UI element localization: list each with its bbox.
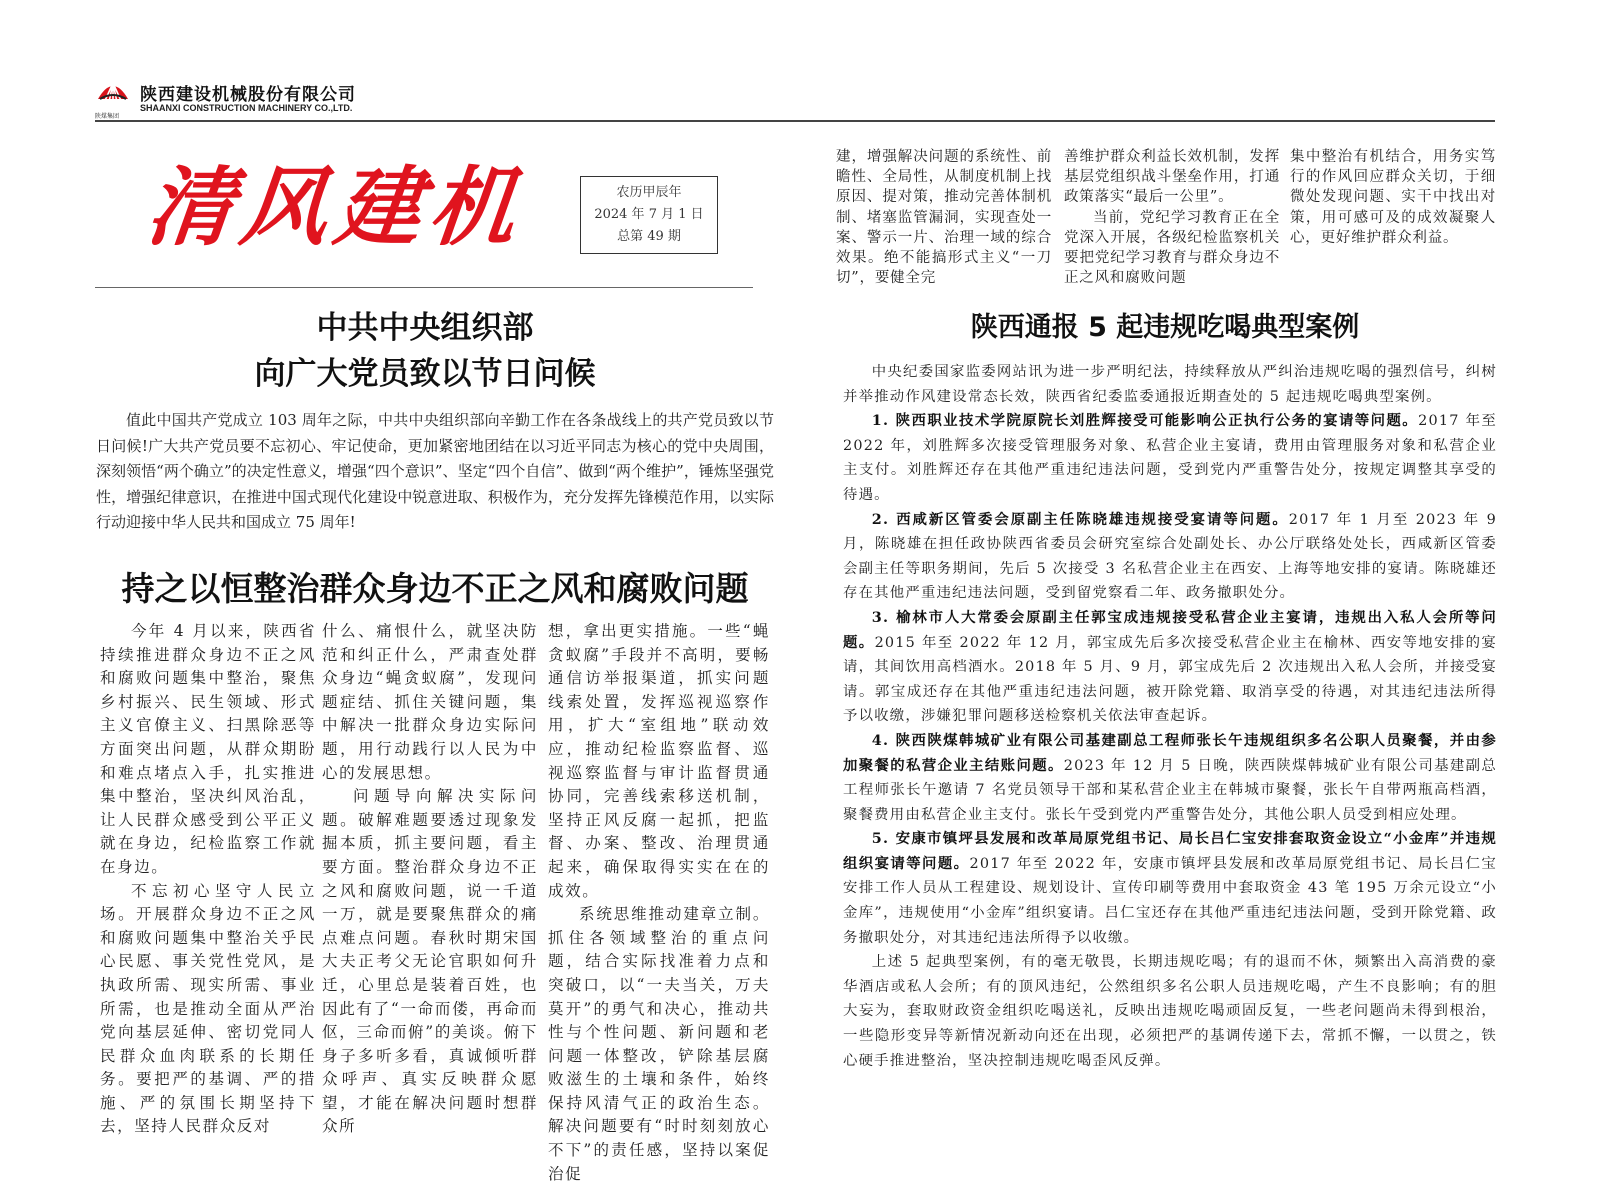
paragraph: 善维护群众利益长效机制，发挥基层党组织战斗堡垒作用，打通政策落实“最后一公里”。 [1064, 149, 1280, 206]
company-logo-icon [96, 77, 130, 111]
case-item [843, 827, 1497, 950]
article3-title: 陕西通报 5 起违规吃喝典型案例 [970, 312, 1360, 343]
article1-paragraph: 值此中国共产党成立 103 周年之际，中共中央组织部向辛勤工作在各条战线上的共产党员致以节日问候!广大共产党员要不忘初心、牢记使命，更加紧密地团结在以习近平同志为核心的党中央周围，深刻领悟“两个确立”的决定性意义，增强“四个意识”、坚定“四个自信”、做到“两个维护”，锤炼坚强党性，增强纪律意识，在推进中国式现代化建设中锐意进取、积极作为，充分发挥先锋模范作用，以实际行动迎接中华人民共和国成立 75 周年! [96, 411, 774, 531]
article3-intro: 中央纪委国家监委网站讯为进一步严明纪法，持续释放从严纠治违规吃喝的强烈信号，纠树并举推动作风建设常态长效，陕西省纪委监委通报近期查处的 5 起违规吃喝典型案例。 [843, 364, 1497, 405]
article1-body [96, 408, 774, 536]
case-lead: 1. 陕西职业技术学院原院长刘胜辉接受可能影响公正执行公务的宴请等问题。 [871, 412, 1419, 430]
article2-column-1 [100, 620, 316, 1139]
issue-info-box [580, 176, 718, 254]
issue-lunar: 农历甲辰年 [616, 185, 682, 200]
article2-column-5 [1064, 147, 1280, 288]
paragraph: 问题导向解决实际问题。破解难题要透过现象发掘本质，抓主要问题，看主要方面。整治群众身边不正之风和腐败问题，说一千道一万，就是要聚焦群众的痛点难点问题。春秋时期宋国大夫正考父无论官职如何升迁，心里总是装着百姓，也因此有了“一命而偻，再命而伛，三命而俯”的美谈。俯下身子多听多看，真诚倾听群众呼声、真实反映群众愿望，才能在解决问题时想群众所 [322, 787, 538, 1136]
company-name-en: SHAANXI CONSTRUCTION MACHINERY CO.,LTD. [140, 103, 353, 113]
case-text: 2015 年至 2022 年 12 月，郭宝成先后多次接受私营企业主在榆林、西安等地安排的宴请，其间饮用高档酒水。2018 年 5 月、9 月，郭宝成先后 2 次违规出入私人会所，并接受宴请。郭宝成还存在其他严重违纪违法问题，被开除党籍、取消享受的待遇，对其违纪违法所得予以收缴，涉嫌犯罪问题移送检察机关依法审查起诉。 [843, 634, 1497, 725]
case-text: 2017 年 1 月至 2023 年 9 月，陈晓雄在担任政协陕西省委员会研究室综合处副处长、办公厅联络处处长，西咸新区管委会副主任等职务期间，先后 5 次接受 3 名私营企业主在西安、上海等地安排的宴请。陈晓雄还存在其他严重违纪违法问题，受到留党察看二年、政务撤职处分。 [843, 511, 1497, 602]
paragraph: 不忘初心坚守人民立场。开展群众身边不正之风和腐败问题集中整治关乎民心民愿、事关党性党风，是执政所需、现实所需、事业所需，也是推动全面从严治党向基层延伸、密切党同人民群众血肉联系的长期任务。要把严的基调、严的措施、严的氛围长期坚持下去，坚持人民群众反对 [100, 881, 316, 1136]
paragraph: 想，拿出更实措施。一些“蝇贪蚁腐”手段并不高明，要畅通信访举报渠道，抓实问题线索处置，发挥巡视巡察作用，扩大“室组地”联动效应，推动纪检监察监督、巡视巡察监督与审计监督贯通协同，完善线索移送机制，坚持正风反腐一起抓，把监督、办案、整改、治理贯通起来，确保取得实实在在的成效。 [548, 622, 770, 900]
company-name-cn: 陕西建设机械股份有限公司 [140, 85, 356, 105]
paragraph: 建，增强解决问题的系统性、前瞻性、全局性，从制度机制上找原因、提对策，推动完善体制机制、堵塞监管漏洞，实现查处一案、警示一片、治理一域的综合效果。绝不能搞形式主义“一刀切”，要健全完 [836, 149, 1052, 287]
paragraph: 今年 4 月以来，陕西省持续推进群众身边不正之风和腐败问题集中整治，聚焦乡村振兴、民生领域、形式主义官僚主义、扫黑除恶等方面突出问题，从群众期盼和难点堵点入手，扎实推进集中整治，坚决纠风治乱，让人民群众感受到公平正义就在身边，纪检监察工作就在身边。 [100, 622, 316, 876]
case-lead: 3. 榆林市人大常委会原副主任郭宝成违规接受私营企业主宴请，违规出入私人会所等问题。 [843, 608, 1497, 651]
case-item [843, 606, 1497, 729]
case-lead: 4. 陕西陕煤韩城矿业有限公司基建副总工程师张长午违规组织多名公职人员聚餐，并由参加聚餐的私营企业主结账问题。 [843, 731, 1497, 774]
issue-number: 总第 49 期 [617, 229, 681, 244]
article2-column-2 [322, 620, 538, 1139]
case-text: 2023 年 12 月 5 日晚，陕西陕煤韩城矿业有限公司基建副总工程师张长午邀请 7 名党员领导干部和某私营企业主在韩城市聚餐，张长午自带两瓶高档酒，聚餐费用由私营企业主支付。张长午受到党内严重警告处分，其他公职人员受到相应处理。 [843, 757, 1497, 823]
issue-date: 2024 年 7 月 1 日 [594, 207, 704, 222]
article3-body [843, 360, 1497, 1073]
article1-title-line2: 向广大党员致以节日问候 [254, 356, 596, 392]
group-label: 陕煤集团 [95, 113, 120, 120]
article3-conclusion: 上述 5 起典型案例，有的毫无敬畏，长期违规吃喝；有的退而不休，频繁出入高消费的豪华酒店或私人会所；有的顶风违纪，公然组织多名公职人员违规吃喝，产生不良影响；有的胆大妄为，套取财政资金组织吃喝送礼，反映出违规吃喝顽固反复，一些老问题尚未得到根治，一些隐形变异等新情况新动向还在出现，必须把严的基调传递下去，常抓不懈，一以贯之，铁心硬手推进整治，坚决控制违规吃喝歪风反弹。 [843, 954, 1497, 1069]
article2-title: 持之以恒整治群众身边不正之风和腐败问题 [121, 569, 749, 608]
masthead-title: 清风建机 [141, 157, 529, 258]
paragraph: 系统思维推动建章立制。抓住各领域整治的重点问题，结合实际找准着力点和突破口，以“一夫当关，万夫莫开”的勇气和决心，推动共性与个性问题、新问题和老问题一体整改，铲除基层腐败滋生的土壤和条件，始终保持风清气正的政治生态。解决问题要有“时时刻刻放心不下”的责任感，坚持以案促治促 [548, 905, 770, 1183]
article2-column-6 [1290, 147, 1496, 248]
paragraph: 什么、痛恨什么，就坚决防范和纠正什么，严肃查处群众身边“蝇贪蚁腐”，发现问题症结、抓住关键问题，集中解决一批群众身边实际问题，用行动践行以人民为中心的发展思想。 [322, 622, 538, 782]
case-item [843, 729, 1497, 827]
case-lead: 2. 西咸新区管委会原副主任陈晓雄违规接受宴请等问题。 [871, 510, 1289, 528]
article2-column-3 [548, 620, 770, 1186]
article2-column-4 [836, 147, 1052, 288]
masthead-rule [95, 287, 753, 288]
case-lead: 5. 安康市镇坪县发展和改革局原党组书记、局长吕仁宝安排套取资金设立“小金库”并违规组织宴请等问题。 [843, 830, 1497, 872]
paragraph: 集中整治有机结合，用务实笃行的作风回应群众关切，于细微处发现问题、实干中找出对策，用可感可及的成效凝聚人心，更好维护群众利益。 [1290, 149, 1496, 246]
case-text: 2017 年至 2022 年，刘胜辉多次接受管理服务对象、私营企业主宴请，费用由管理服务对象和私营企业主支付。刘胜辉还存在其他严重违纪违法问题，受到党内严重警告处分，按规定调整其享受的待遇。 [843, 413, 1497, 503]
case-item [843, 508, 1497, 606]
article1-title-line1: 中共中央组织部 [316, 310, 534, 346]
header-rule [95, 120, 1495, 122]
case-item [843, 409, 1497, 507]
case-text: 2017 年至 2022 年，安康市镇坪县发展和改革局原党组书记、局长吕仁宝安排工作人员从工程建设、规划设计、宣传印刷等费用中套取资金 43 笔 195 万余元设立“小金库”，违规使用“小金库”组织宴请。吕仁宝还存在其他严重违纪违法问题，受到开除党籍、政务撤职处分，对其违纪违法所得予以收缴。 [843, 855, 1497, 946]
paragraph: 当前，党纪学习教育正在全党深入开展，各级纪检监察机关要把党纪学习教育与群众身边不正之风和腐败问题 [1064, 209, 1280, 287]
